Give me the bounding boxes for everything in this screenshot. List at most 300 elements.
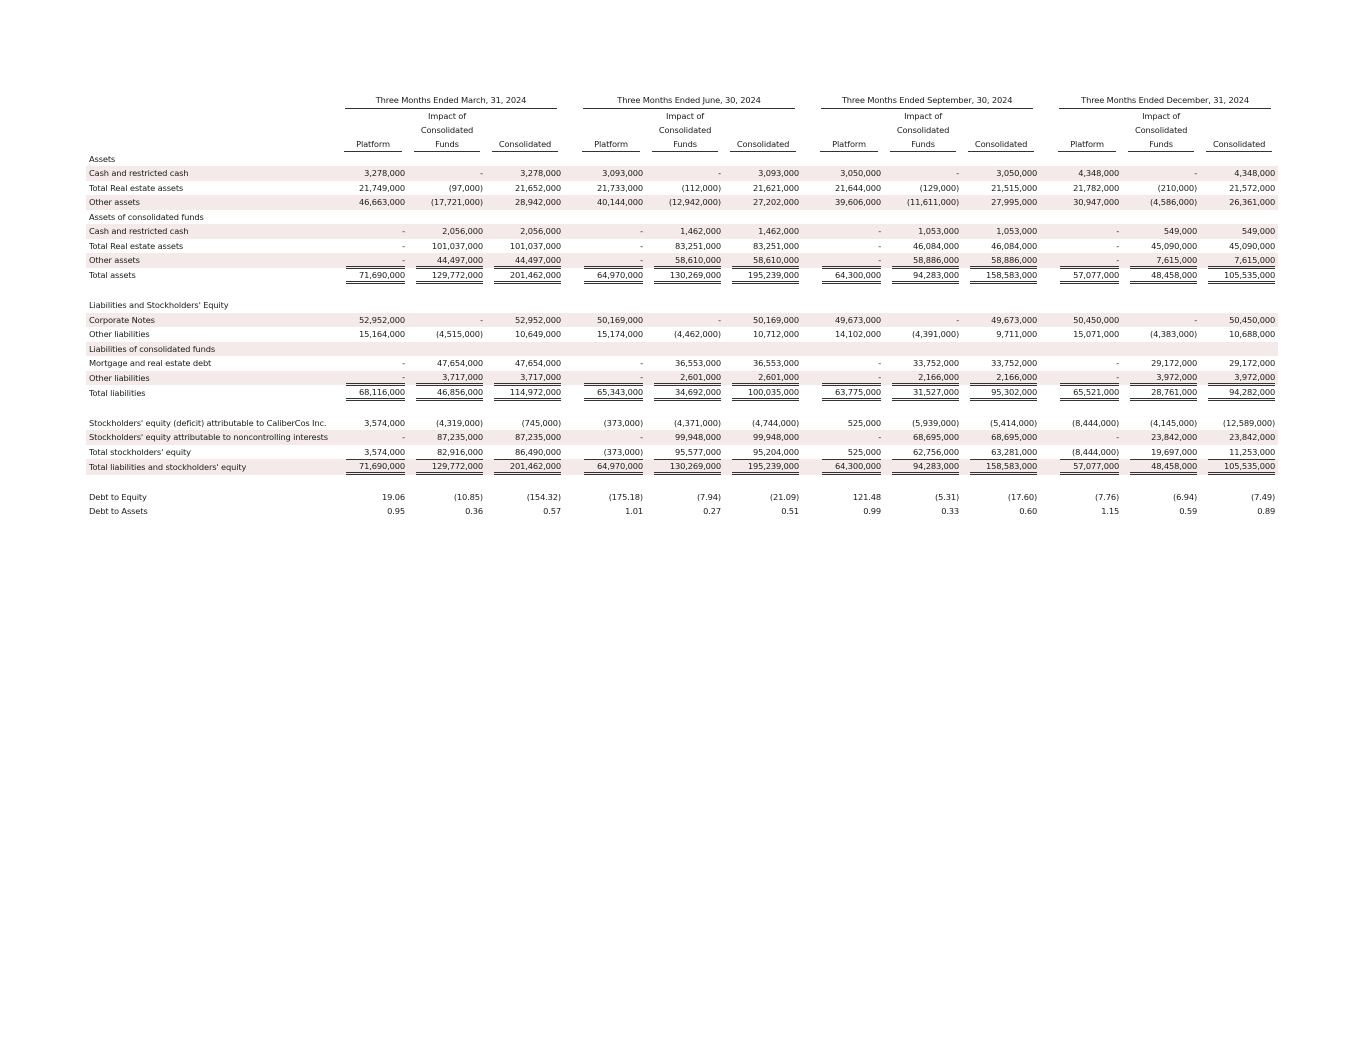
cell-value: 3,717,000: [486, 371, 564, 386]
cell-value: [724, 152, 802, 167]
cell-value: 23,842,000: [1200, 430, 1278, 445]
cell-value: 46,856,000: [408, 385, 486, 401]
column-header-consolidated: [962, 109, 1040, 152]
cell-value: [1052, 298, 1122, 313]
row-label: [86, 284, 338, 299]
column-header-text: Consolidated: [896, 124, 950, 135]
cell-value: (17,721,000): [408, 195, 486, 210]
cell-value: [962, 210, 1040, 225]
cell-value: 21,621,000: [753, 182, 800, 193]
cell-value: 525,000: [847, 417, 882, 428]
cell-value: (175.18): [608, 491, 644, 502]
cell-value: 9,711,000: [996, 329, 1038, 339]
cell-value: 0.33: [941, 506, 960, 516]
cell-value: 31,527,000: [884, 385, 962, 401]
row-label: Liabilities and Stockholders' Equity: [89, 300, 229, 310]
column-header-text: Funds: [1149, 138, 1173, 149]
cell-value: [408, 152, 486, 167]
row-label: Total stockholders' equity: [89, 446, 191, 457]
row-label: Cash and restricted cash: [86, 224, 338, 239]
cell-value: (4,319,000): [435, 417, 483, 428]
cell-value: 201,462,000: [486, 268, 564, 284]
cell-value: [884, 475, 962, 490]
column-header-consolidated: [486, 109, 564, 152]
cell-value: 158,583,000: [962, 268, 1040, 284]
cell-value: 195,239,000: [724, 268, 802, 284]
cell-value: 50,450,000: [1200, 313, 1278, 328]
table-row: [86, 166, 1278, 181]
cell-value: (4,586,000): [1122, 195, 1200, 210]
cell-value: [814, 210, 884, 225]
row-label: Debt to Assets: [89, 506, 148, 516]
cell-value: (4,371,000): [673, 417, 722, 428]
row-label: Total Real estate assets: [89, 240, 184, 251]
cell-value: (10.85): [453, 491, 483, 502]
cell-value: -: [576, 371, 646, 386]
spacer-row: [86, 401, 1278, 416]
cell-value: (12,589,000): [1222, 417, 1276, 428]
cell-value: [1052, 210, 1122, 225]
cell-value: [962, 152, 1040, 167]
cell-value: 36,553,000: [753, 358, 800, 368]
cell-value: [576, 298, 646, 313]
column-header-row: [86, 109, 1278, 152]
cell-value: 26,361,000: [1200, 195, 1278, 210]
cell-value: (6.94): [1173, 491, 1198, 502]
cell-value: (4,391,000): [912, 329, 960, 339]
cell-value: [724, 401, 802, 416]
financial-statement-sheet: [86, 93, 1276, 519]
table-row: [86, 356, 1278, 371]
cell-value: [486, 401, 564, 416]
cell-value: [962, 342, 1040, 357]
cell-value: [1052, 284, 1122, 299]
cell-value: [646, 475, 724, 490]
column-header-text: Funds: [435, 138, 459, 149]
cell-value: 21,652,000: [515, 182, 562, 193]
cell-value: [338, 401, 408, 416]
table-row: [86, 416, 1278, 431]
cell-value: -: [338, 253, 408, 268]
table-row: [86, 298, 1278, 313]
cell-value: -: [338, 371, 408, 386]
cell-value: 14,102,000: [835, 329, 882, 339]
cell-value: -: [878, 358, 882, 368]
cell-value: 3,972,000: [1122, 371, 1200, 386]
cell-value: 21,515,000: [991, 182, 1038, 193]
cell-value: 57,077,000: [1052, 459, 1122, 475]
cell-value: 29,172,000: [1151, 358, 1198, 368]
cell-value: 64,970,000: [576, 268, 646, 284]
cell-value: 101,037,000: [509, 240, 562, 251]
cell-value: 94,283,000: [884, 459, 962, 475]
cell-value: 2,166,000: [962, 371, 1040, 386]
cell-value: 52,952,000: [338, 313, 408, 328]
cell-value: 33,752,000: [913, 358, 960, 368]
cell-value: (4,383,000): [1150, 329, 1198, 339]
cell-value: 64,970,000: [576, 459, 646, 475]
cell-value: [884, 401, 962, 416]
row-label: Stockholders' equity (deficit) attributable to CaliberCos Inc.: [89, 417, 327, 428]
cell-value: 50,169,000: [724, 313, 802, 328]
column-header-text: Consolidated: [658, 124, 712, 135]
cell-value: 0.36: [465, 506, 483, 516]
column-header-text: Platform: [1070, 138, 1104, 149]
cell-value: 44,497,000: [486, 253, 564, 268]
cell-value: 45,090,000: [1151, 240, 1198, 251]
cell-value: 3,717,000: [408, 371, 486, 386]
cell-value: (4,462,000): [673, 329, 722, 339]
cell-value: 100,035,000: [724, 385, 802, 401]
cell-value: 2,601,000: [724, 371, 802, 386]
cell-value: [1200, 152, 1278, 167]
cell-value: 105,535,000: [1200, 459, 1278, 475]
cell-value: (8,444,000): [1072, 446, 1120, 457]
cell-value: 21,572,000: [1229, 182, 1276, 193]
cell-value: (7.76): [1095, 491, 1120, 502]
cell-value: 3,574,000: [364, 417, 405, 428]
cell-value: [1200, 342, 1278, 357]
cell-value: 58,886,000: [884, 253, 962, 268]
cell-value: [486, 475, 564, 490]
cell-value: 46,084,000: [913, 240, 960, 251]
cell-value: -: [576, 430, 646, 445]
cell-value: 0.59: [1179, 506, 1198, 516]
cell-value: (4,145,000): [1150, 417, 1198, 428]
cell-value: -: [576, 224, 646, 239]
row-label: Total liabilities and stockholders' equity: [86, 459, 338, 475]
cell-value: -: [640, 358, 644, 368]
cell-value: [408, 342, 486, 357]
cell-value: [814, 342, 884, 357]
cell-value: (17.60): [1007, 491, 1038, 502]
cell-value: 94,283,000: [884, 268, 962, 284]
cell-value: 2,601,000: [646, 371, 724, 386]
balance-sheet-table: [86, 93, 1278, 519]
cell-value: [1052, 475, 1122, 490]
cell-value: -: [814, 224, 884, 239]
cell-value: (112,000): [681, 182, 722, 193]
cell-value: (5,414,000): [990, 417, 1038, 428]
cell-value: (373,000): [603, 417, 644, 428]
table-row: [86, 385, 1278, 401]
cell-value: -: [408, 166, 486, 181]
cell-value: [338, 475, 408, 490]
cell-value: 48,458,000: [1122, 268, 1200, 284]
cell-value: 65,521,000: [1052, 385, 1122, 401]
cell-value: [724, 210, 802, 225]
cell-value: 4,348,000: [1200, 166, 1278, 181]
cell-value: [1200, 284, 1278, 299]
cell-value: [338, 152, 408, 167]
cell-value: [408, 475, 486, 490]
cell-value: [814, 152, 884, 167]
table-row: [86, 490, 1278, 505]
row-label: [86, 401, 338, 416]
period-header-row: [86, 93, 1278, 109]
cell-value: [1122, 284, 1200, 299]
cell-value: 28,942,000: [486, 195, 564, 210]
cell-value: (5.31): [935, 491, 960, 502]
cell-value: -: [646, 313, 724, 328]
cell-value: [814, 401, 884, 416]
cell-value: 27,995,000: [962, 195, 1040, 210]
cell-value: (373,000): [603, 446, 644, 457]
cell-value: [338, 342, 408, 357]
column-header-text: Funds: [673, 138, 697, 149]
cell-value: 28,761,000: [1122, 385, 1200, 401]
cell-value: [1122, 152, 1200, 167]
cell-value: 46,663,000: [338, 195, 408, 210]
table-row: [86, 195, 1278, 210]
table-row: [86, 268, 1278, 284]
cell-value: 62,756,000: [913, 446, 960, 457]
cell-value: 21,733,000: [597, 182, 644, 193]
cell-value: (97,000): [448, 182, 483, 193]
cell-value: 58,610,000: [646, 253, 724, 268]
row-label: Other liabilities: [89, 329, 150, 339]
cell-value: [1200, 210, 1278, 225]
row-label: Stockholders' equity attributable to noncontrolling interests: [86, 430, 338, 445]
cell-value: [1052, 401, 1122, 416]
row-label: Corporate Notes: [86, 313, 338, 328]
row-label: [86, 475, 338, 490]
cell-value: -: [338, 430, 408, 445]
column-header-impact: [408, 109, 486, 152]
cell-value: [486, 152, 564, 167]
cell-value: 10,688,000: [1229, 329, 1276, 339]
cell-value: 52,952,000: [486, 313, 564, 328]
column-header-platform: [1052, 109, 1122, 152]
spacer-row: [86, 284, 1278, 299]
cell-value: [576, 284, 646, 299]
cell-value: 45,090,000: [1229, 240, 1276, 251]
table-row: [86, 239, 1278, 254]
cell-value: (7.49): [1251, 491, 1276, 502]
cell-value: -: [814, 371, 884, 386]
column-header-text: Consolidated: [1134, 124, 1188, 135]
cell-value: [646, 342, 724, 357]
cell-value: [408, 401, 486, 416]
cell-value: 47,654,000: [436, 358, 483, 368]
table-row: [86, 152, 1278, 167]
cell-value: [1122, 342, 1200, 357]
cell-value: [1052, 152, 1122, 167]
cell-value: [814, 298, 884, 313]
cell-value: 11,253,000: [1229, 446, 1276, 457]
cell-value: 39,606,000: [814, 195, 884, 210]
cell-value: [408, 298, 486, 313]
column-header-text: Consolidated: [1212, 138, 1266, 149]
cell-value: [408, 284, 486, 299]
cell-value: 549,000: [1122, 224, 1200, 239]
column-header-text: Impact of: [1142, 110, 1181, 121]
cell-value: 4,348,000: [1052, 166, 1122, 181]
period-header: Three Months Ended December, 31, 2024: [1052, 93, 1278, 109]
row-label: Other liabilities: [86, 371, 338, 386]
spacer-row: [86, 475, 1278, 490]
cell-value: [1122, 401, 1200, 416]
cell-value: -: [884, 166, 962, 181]
table-row: [86, 181, 1278, 196]
table-row: [86, 445, 1278, 460]
cell-value: 34,692,000: [646, 385, 724, 401]
cell-value: [1200, 401, 1278, 416]
cell-value: -: [402, 358, 405, 368]
cell-value: 44,497,000: [408, 253, 486, 268]
cell-value: -: [884, 313, 962, 328]
cell-value: 2,056,000: [408, 224, 486, 239]
column-header-platform: [338, 109, 408, 152]
cell-value: (21.09): [769, 491, 800, 502]
column-header-impact: [646, 109, 724, 152]
cell-value: 1,462,000: [646, 224, 724, 239]
cell-value: 0.89: [1257, 506, 1276, 516]
cell-value: 2,056,000: [486, 224, 564, 239]
column-header-text: Funds: [911, 138, 935, 149]
cell-value: 86,490,000: [515, 446, 562, 457]
cell-value: 64,300,000: [814, 268, 884, 284]
cell-value: [884, 284, 962, 299]
cell-value: -: [814, 430, 884, 445]
cell-value: 101,037,000: [431, 240, 483, 251]
cell-value: [338, 284, 408, 299]
period-header: Three Months Ended June, 30, 2024: [576, 93, 802, 109]
cell-value: [962, 475, 1040, 490]
cell-value: 0.99: [863, 506, 882, 516]
cell-value: -: [1052, 224, 1122, 239]
table-row: [86, 313, 1278, 328]
cell-value: 58,610,000: [724, 253, 802, 268]
cell-value: [486, 210, 564, 225]
row-label: Total liabilities: [89, 387, 146, 398]
row-label: Mortgage and real estate debt: [89, 358, 212, 368]
column-header-impact: [1122, 109, 1200, 152]
cell-value: [884, 342, 962, 357]
cell-value: 1.15: [1101, 506, 1120, 516]
column-header-consolidated: [1200, 109, 1278, 152]
cell-value: 1.01: [625, 506, 644, 516]
cell-value: 95,204,000: [753, 446, 800, 457]
cell-value: [486, 342, 564, 357]
cell-value: (5,939,000): [912, 417, 960, 428]
cell-value: 1,462,000: [724, 224, 802, 239]
column-header-text: Impact of: [904, 110, 943, 121]
cell-value: 19.06: [381, 491, 405, 502]
row-label: Other assets: [86, 195, 338, 210]
cell-value: 65,343,000: [576, 385, 646, 401]
cell-value: 47,654,000: [515, 358, 562, 368]
column-header-text: Platform: [832, 138, 866, 149]
cell-value: (12,942,000): [646, 195, 724, 210]
cell-value: [646, 152, 724, 167]
cell-value: 0.95: [387, 506, 405, 516]
cell-value: 0.27: [703, 506, 722, 516]
row-label: Debt to Equity: [89, 491, 147, 502]
cell-value: 129,772,000: [408, 268, 486, 284]
cell-value: [962, 284, 1040, 299]
cell-value: 15,071,000: [1073, 329, 1120, 339]
cell-value: 87,235,000: [486, 430, 564, 445]
cell-value: (4,744,000): [752, 417, 800, 428]
cell-value: -: [576, 253, 646, 268]
cell-value: 68,695,000: [884, 430, 962, 445]
column-header-consolidated: [724, 109, 802, 152]
cell-value: 63,281,000: [991, 446, 1038, 457]
cell-value: [724, 475, 802, 490]
cell-value: 3,574,000: [364, 446, 405, 457]
cell-value: (8,444,000): [1072, 417, 1120, 428]
cell-value: 10,649,000: [515, 329, 562, 339]
row-label: Assets of consolidated funds: [89, 211, 204, 222]
row-label: Liabilities of consolidated funds: [86, 342, 338, 357]
cell-value: -: [402, 240, 405, 251]
cell-value: [1200, 475, 1278, 490]
cell-value: 27,202,000: [724, 195, 802, 210]
cell-value: [646, 401, 724, 416]
cell-value: 33,752,000: [991, 358, 1038, 368]
cell-value: 3,050,000: [962, 166, 1040, 181]
cell-value: [486, 284, 564, 299]
cell-value: [646, 284, 724, 299]
cell-value: 46,084,000: [991, 240, 1038, 251]
row-label: Cash and restricted cash: [86, 166, 338, 181]
cell-value: 3,278,000: [338, 166, 408, 181]
cell-value: 195,239,000: [724, 459, 802, 475]
cell-value: 30,947,000: [1052, 195, 1122, 210]
cell-value: 525,000: [847, 446, 882, 457]
cell-value: [1122, 475, 1200, 490]
cell-value: 1,053,000: [884, 224, 962, 239]
cell-value: 0.57: [543, 506, 562, 516]
cell-value: 63,775,000: [814, 385, 884, 401]
cell-value: (154.32): [526, 491, 562, 502]
cell-value: 49,673,000: [814, 313, 884, 328]
cell-value: 71,690,000: [338, 459, 408, 475]
cell-value: 19,697,000: [1151, 446, 1198, 457]
cell-value: [814, 475, 884, 490]
cell-value: 40,144,000: [576, 195, 646, 210]
cell-value: 95,577,000: [675, 446, 722, 457]
cell-value: 95,302,000: [962, 385, 1040, 401]
column-header-text: Platform: [356, 138, 390, 149]
cell-value: 21,644,000: [835, 182, 882, 193]
table-row: [86, 210, 1278, 225]
table-row: [86, 342, 1278, 357]
cell-value: 49,673,000: [962, 313, 1040, 328]
period-header: Three Months Ended September, 30, 2024: [814, 93, 1040, 109]
cell-value: 7,615,000: [1200, 253, 1278, 268]
cell-value: 130,269,000: [646, 268, 724, 284]
cell-value: [1122, 210, 1200, 225]
cell-value: [1052, 342, 1122, 357]
cell-value: 3,278,000: [486, 166, 564, 181]
cell-value: -: [640, 240, 644, 251]
cell-value: [814, 284, 884, 299]
cell-value: 99,948,000: [646, 430, 724, 445]
cell-value: [962, 298, 1040, 313]
column-header-text: Consolidated: [498, 138, 552, 149]
cell-value: 21,749,000: [358, 182, 405, 193]
cell-value: -: [878, 240, 882, 251]
cell-value: [646, 298, 724, 313]
cell-value: [576, 401, 646, 416]
cell-value: [646, 210, 724, 225]
cell-value: -: [1116, 240, 1120, 251]
cell-value: [724, 342, 802, 357]
cell-value: [576, 210, 646, 225]
cell-value: -: [1122, 166, 1200, 181]
